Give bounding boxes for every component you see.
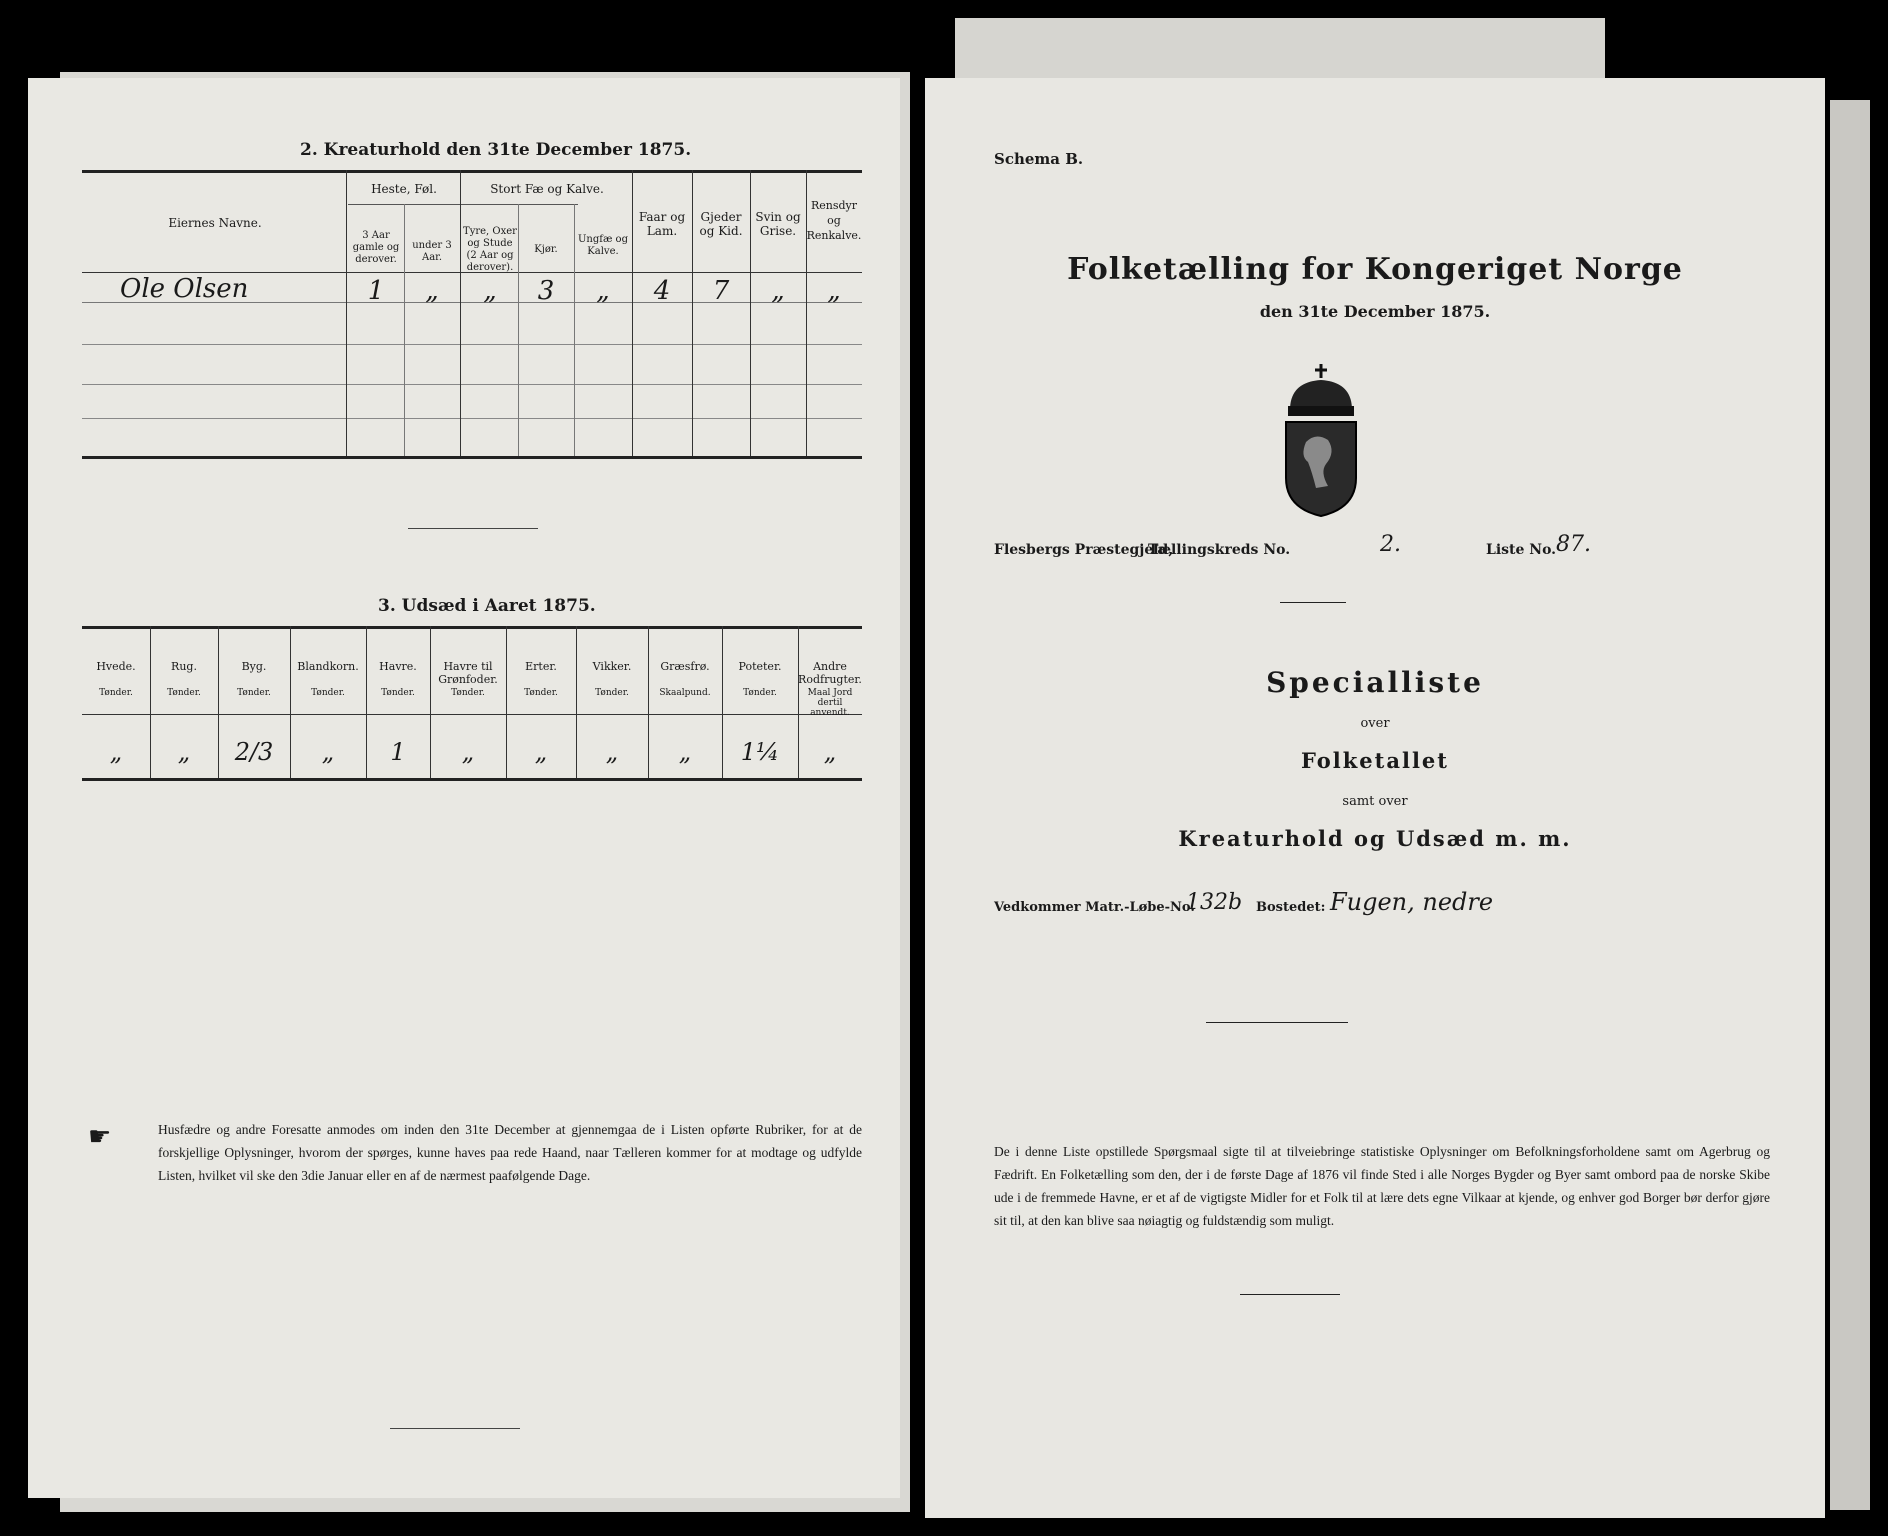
seed-unit: Tønder. <box>311 688 345 698</box>
seed-value: 1 <box>390 738 406 766</box>
value-faar: 4 <box>653 276 671 306</box>
seed-unit: Tønder. <box>743 688 777 698</box>
seed-header: Hvede. <box>96 660 136 673</box>
coat-of-arms-icon <box>1276 360 1366 520</box>
seed-unit: Skaalpund. <box>659 688 711 698</box>
seed-header: Blandkorn. <box>297 660 359 673</box>
value-rensdyr: „ <box>827 276 841 306</box>
seed-value: 2/3 <box>234 738 274 766</box>
group-stort: Stort Fæ og Kalve. <box>490 182 604 196</box>
seed-unit: Tønder. <box>595 688 629 698</box>
over-text: over <box>1360 716 1390 731</box>
list-value: 87. <box>1556 532 1591 557</box>
group-heste: Heste, Føl. <box>371 182 437 196</box>
bosted-label: Bostedet: <box>1256 900 1326 915</box>
seed-header: Havre til Grønfoder. <box>438 660 498 686</box>
value-ungfae: „ <box>596 276 610 306</box>
district-value: 2. <box>1380 532 1401 557</box>
seed-unit: Tønder. <box>451 688 485 698</box>
col-svin: Svin og Grise. <box>755 210 801 238</box>
value-tyre: „ <box>483 276 497 306</box>
col-ungfae: Ungfæ og Kalve. <box>578 234 628 257</box>
seed-header: Erter. <box>525 660 557 673</box>
folketallet-heading: Folketallet <box>1301 748 1449 773</box>
table-rule <box>82 170 862 173</box>
seed-unit: Tønder. <box>381 688 415 698</box>
table-rule <box>82 778 862 781</box>
right-page-edge <box>1830 100 1870 1510</box>
seed-header: Andre Rodfrugter. <box>798 660 862 686</box>
bosted-value: Fugen, nedre <box>1330 888 1494 916</box>
seed-value: „ <box>534 738 548 766</box>
owner-header: Eiernes Navne. <box>168 216 262 230</box>
seed-header: Vikker. <box>592 660 632 673</box>
matr-label: Vedkommer Matr.-Løbe-No. <box>994 900 1195 915</box>
seed-value: „ <box>461 738 475 766</box>
seed-value: „ <box>678 738 692 766</box>
table-rule <box>348 204 578 205</box>
table-col-rule <box>346 170 347 456</box>
seed-header: Rug. <box>171 660 197 673</box>
document-subtitle: den 31te December 1875. <box>1259 302 1491 321</box>
table-col-rule <box>632 170 633 456</box>
list-label: Liste No. <box>1486 542 1557 558</box>
seed-unit: Tønder. <box>524 688 558 698</box>
footer-text: De i denne Liste opstillede Spørgsmaal sigte til at tilveiebringe statistiske Oplysninger om Befolkningsforholdene samt om Agerbrug og Fædrift. En Folketælling som den, der i de første Dage af 1876 vil finde Sted i alle Norges Bygder og Byer samt ombord paa de norske Skibe ude i de fremmede Havne, er et af de vigtigste Midler for et Folk til at lære dets egne Vilkaar at kjende, og enhver god Borger bør derfor gjøre sit til, at den kan blive saa nøiagtig og fuldstændig som muligt. <box>994 1144 1770 1228</box>
seed-header: Græsfrø. <box>660 660 710 673</box>
col-rensdyr: Rensdyr og Renkalve. <box>806 199 862 242</box>
kreaturhold-heading: Kreaturhold og Udsæd m. m. <box>1178 826 1572 851</box>
owner-name: Ole Olsen <box>120 274 249 304</box>
seed-title: 3. Udsæd i Aaret 1875. <box>378 596 596 616</box>
table-col-rule <box>518 204 519 456</box>
table-rule <box>82 456 862 459</box>
separator <box>1240 1294 1340 1295</box>
separator <box>1206 1022 1348 1023</box>
col-faar: Faar og Lam. <box>638 210 686 238</box>
seed-value: „ <box>177 738 191 766</box>
value-heste-3: 1 <box>367 276 385 306</box>
seed-value: „ <box>605 738 619 766</box>
seed-unit: Tønder. <box>237 688 271 698</box>
table-rule <box>82 418 862 419</box>
livestock-title: 2. Kreaturhold den 31te December 1875. <box>300 140 692 160</box>
specialliste-heading: Specialliste <box>1266 666 1484 699</box>
seed-unit: Tønder. <box>99 688 133 698</box>
seed-unit: Tønder. <box>167 688 201 698</box>
value-gjeder: 7 <box>712 276 730 306</box>
table-col-rule <box>460 170 461 456</box>
seed-header: Havre. <box>379 660 417 673</box>
separator <box>1280 602 1346 603</box>
matr-value: 132b <box>1186 890 1243 915</box>
col-gjeder: Gjeder og Kid. <box>699 210 743 238</box>
seed-header: Poteter. <box>738 660 782 673</box>
table-rule <box>82 714 862 715</box>
seed-value: „ <box>109 738 123 766</box>
value-svin: „ <box>771 276 785 306</box>
seed-value: „ <box>321 738 335 766</box>
col-tyre: Tyre, Oxer og Stude (2 Aar og derover). <box>463 226 517 273</box>
seed-unit: Maal Jord dertil anvendt. <box>807 688 853 718</box>
samt-over-text: samt over <box>1342 794 1408 809</box>
seed-value: 1¼ <box>740 738 780 766</box>
col-kjor: Kjør. <box>534 244 558 255</box>
document-title: Folketælling for Kongeriget Norge <box>1067 252 1683 287</box>
seed-header: Byg. <box>241 660 267 673</box>
separator <box>390 1428 520 1429</box>
parish-label: Flesbergs Præstegjeld, <box>994 542 1174 558</box>
separator <box>408 528 538 529</box>
value-heste-under: „ <box>425 276 439 306</box>
col-heste-under: under 3 Aar. <box>412 240 452 263</box>
table-rule <box>82 344 862 345</box>
notice-text: Husfædre og andre Foresatte anmodes om inden den 31te December at gjennemgaa de i Listen opførte Rubriker, for at de forskjellige Oplysninger, hvorom der spørges, kunne haves paa rede Haand, naar Tælleren kommer for at modtage og udfylde Listen, hvilket vil ske den 3die Januar eller en af de nærmest paafølgende Dage. <box>158 1122 862 1183</box>
schema-label: Schema B. <box>994 150 1084 168</box>
district-label: Tællingskreds No. <box>1148 542 1291 558</box>
value-kjor: 3 <box>537 276 555 306</box>
table-rule <box>82 626 862 629</box>
pointing-hand-icon: ☛ <box>88 1122 112 1152</box>
col-heste-3: 3 Aar gamle og derover. <box>352 230 400 265</box>
seed-value: „ <box>823 738 837 766</box>
table-rule <box>82 384 862 385</box>
